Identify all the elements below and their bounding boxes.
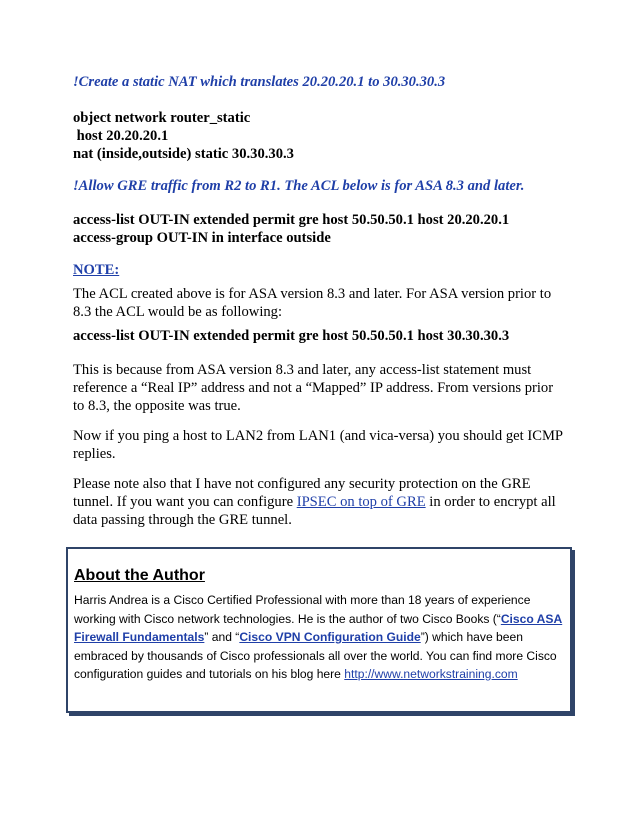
acl-config-line-1: access-list OUT-IN extended permit gre host 50.50.50.1 host 20.20.20.1	[73, 212, 510, 228]
ping-paragraph: Now if you ping a host to LAN2 from LAN1 (and vica-versa) you should get ICMP replies.	[73, 428, 563, 462]
about-author-box	[66, 547, 572, 713]
nat-config-line-2: host 20.20.20.1	[73, 128, 169, 144]
acl-prior-8-3: access-list OUT-IN extended permit gre host 50.50.50.1 host 30.30.30.3	[73, 328, 510, 344]
security-paragraph	[73, 475, 568, 529]
author-text-part-1: Harris Andrea is a Cisco Certified Professional with more than 18 years of experience working with Cisco network technologies. He is the author of two Cisco Books (“	[74, 593, 531, 626]
acl-config-line-2: access-group OUT-IN in interface outside	[73, 230, 331, 246]
security-text-after: in order to encrypt all data passing through the GRE tunnel.	[73, 494, 556, 528]
author-text-part-2: ” and “	[204, 630, 240, 644]
security-text-before: Please note also that I have not configured any security protection on the GRE tunnel. If you want you can configure	[73, 476, 531, 510]
nat-config-line-3: nat (inside,outside) static 30.30.30.3	[73, 146, 294, 162]
note-heading: NOTE:	[73, 262, 120, 278]
ipsec-on-top-of-gre-link[interactable]: IPSEC on top of GRE	[296, 494, 426, 510]
cisco-asa-book-link[interactable]: Cisco ASA Firewall Fundamentals	[74, 611, 563, 644]
networkstraining-url-link[interactable]: http://www.networkstraining.com	[344, 667, 518, 681]
comment-allow-gre: !Allow GRE traffic from R2 to R1. The ACL below is for ASA 8.3 and later.	[73, 178, 525, 194]
comment-static-nat: !Create a static NAT which translates 20.20.20.1 to 30.30.30.3	[73, 74, 446, 90]
author-text-part-3: ”) which have been embraced by thousands of Cisco professionals all over the world. You can find more Cisco configuration guides and tutorials on his blog here	[74, 630, 557, 681]
about-author-heading: About the Author	[74, 567, 205, 584]
about-author-text	[74, 591, 564, 684]
real-ip-paragraph: This is because from ASA version 8.3 and later, any access-list statement must reference a “Real IP” address and not a “Mapped” IP address. From versions prior to 8.3, the opposite was true.	[73, 362, 554, 414]
cisco-vpn-book-link[interactable]: Cisco VPN Configuration Guide	[239, 630, 421, 644]
nat-config-line-1: object network router_static	[73, 110, 251, 126]
note-paragraph: The ACL created above is for ASA version 8.3 and later. For ASA version prior to 8.3 the ACL would be as following:	[73, 286, 552, 320]
